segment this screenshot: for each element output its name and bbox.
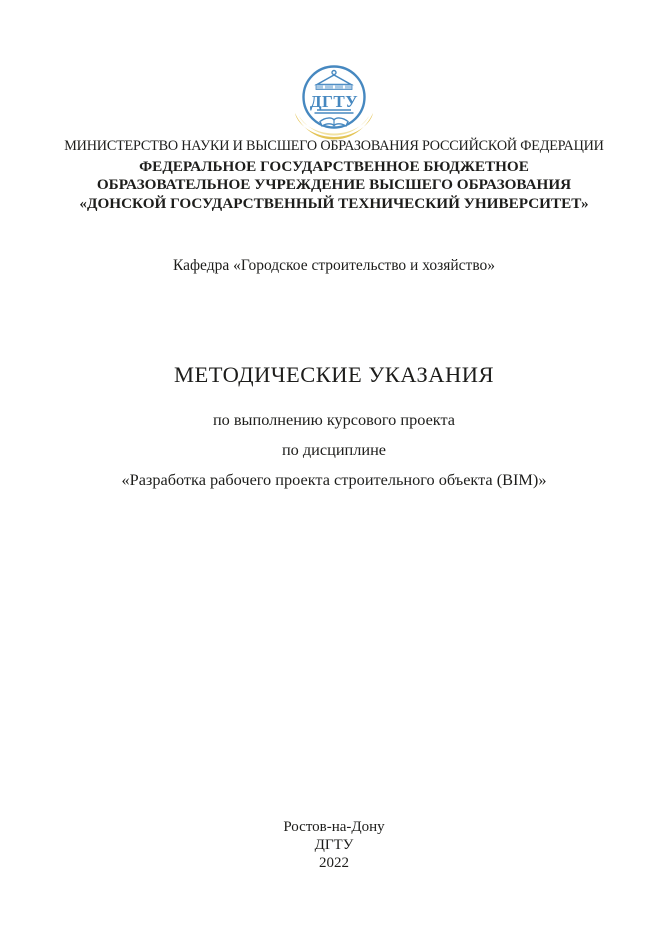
institution-name-line-1: ФЕДЕРАЛЬНОЕ ГОСУДАРСТВЕННОЕ БЮДЖЕТНОЕ — [139, 158, 529, 175]
ministry-line: МИНИСТЕРСТВО НАУКИ И ВЫСШЕГО ОБРАЗОВАНИЯ РОССИЙСКОЙ ФЕДЕРАЦИИ — [64, 138, 604, 154]
triglyph-icon — [333, 86, 335, 89]
imprint-city: Ростов-на-Дону — [283, 819, 385, 835]
imprint — [0, 819, 668, 872]
subtitle-line-3: «Разработка рабочего проекта строительного объекта (BIM)» — [121, 470, 547, 489]
dgtu-emblem-icon — [291, 64, 377, 142]
imprint-year: 2022 — [319, 854, 349, 871]
dgtu-logo — [291, 64, 377, 142]
document-title: МЕТОДИЧЕСКИЕ УКАЗАНИЯ — [173, 362, 495, 387]
institution-name-line-3: «ДОНСКОЙ ГОСУДАРСТВЕННЫЙ ТЕХНИЧЕСКИЙ УНИВЕРСИТЕТ» — [79, 194, 589, 212]
subtitle-line-2: по дисциплине — [281, 440, 387, 459]
emblem-letters: ДГТУ — [309, 92, 359, 111]
triglyph-icon — [323, 86, 325, 89]
triglyph-icon — [343, 86, 345, 89]
subtitle-line-1: по выполнению курсового проекта — [212, 410, 456, 429]
institution-name-line-2: ОБРАЗОВАТЕЛЬНОЕ УЧРЕЖДЕНИЕ ВЫСШЕГО ОБРАЗОВАНИЯ — [96, 176, 572, 194]
department-line: Кафедра «Городское строительство и хозяйство» — [172, 257, 496, 274]
institution-name — [0, 158, 668, 213]
imprint-university: ДГТУ — [314, 836, 354, 853]
